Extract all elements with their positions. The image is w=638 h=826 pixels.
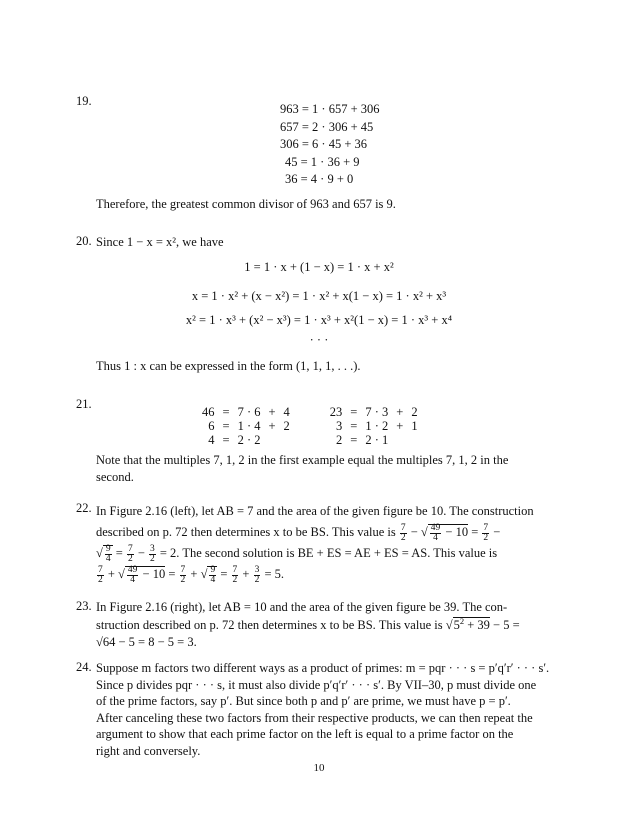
problem-20-conclusion: Thus 1 : x can be expressed in the form (1, 1, 1, . . .).: [96, 359, 361, 373]
text-segment: described on p. 72 then determines x to be BS. This value is: [96, 525, 396, 539]
problem-number-21: 21.: [76, 397, 92, 411]
euclid-equations: [276, 101, 426, 189]
table-cell: 3: [336, 419, 343, 433]
equation-line: x = 1 · x² + (x − x²) = 1 · x² + x(1 − x) = 1 · x² + x³: [191, 289, 447, 303]
equation-line: 45 = 1 · 36 + 9: [285, 154, 360, 169]
table-row: [198, 419, 422, 433]
table-cell: 1: [411, 419, 418, 433]
text-line: Since p divides pqr · · · s, it must also divide p′q′r′ · · · s′. By VII–30, p must divide one: [96, 677, 537, 692]
table-cell: 4: [283, 405, 290, 419]
table-cell: =: [350, 433, 358, 447]
text-segment: = 5.: [264, 567, 285, 581]
table-cell: [407, 433, 421, 447]
problem-19-conclusion: Therefore, the greatest common divisor of 963 and 657 is 9.: [96, 197, 396, 211]
table-row: [198, 405, 422, 419]
table-cell: 4: [208, 433, 215, 447]
fraction: $\frac{7}{2}$: [400, 522, 406, 543]
problem-number-19: 19.: [76, 94, 92, 108]
problem-number-20: 20.: [76, 234, 92, 248]
text-segment: = 2. The second solution is BE + ES = AE + ES = AS. This value is: [159, 546, 498, 560]
fraction: $\frac{7}{2}$: [127, 543, 133, 564]
table-cell: +: [268, 405, 276, 419]
fraction: $\frac{7}{2}$: [483, 522, 489, 543]
table-cell: 1 · 2: [365, 419, 389, 433]
table-cell: [392, 433, 407, 447]
text-line: In Figure 2.16 (right), let AB = 10 and the area of the given figure be 39. The con-: [96, 600, 508, 614]
radical: $\frac{9}{4}$: [207, 566, 217, 581]
text-line: second.: [96, 469, 134, 484]
table-cell: 2: [283, 419, 290, 433]
table-cell: +: [268, 419, 276, 433]
problem-number-23: 23.: [76, 599, 92, 613]
table-cell: [264, 433, 279, 447]
text-line: Suppose m factors two different ways as a product of primes: m = pqr · · · s = p′q′r′ · · · s′.: [96, 661, 550, 675]
ellipsis: · · ·: [309, 333, 329, 347]
table-cell: 2 · 1: [365, 433, 389, 447]
fraction: $\frac{3}{2}$: [150, 543, 155, 564]
problem-22-text: [96, 501, 564, 585]
radical: $\frac{9}{4}$: [103, 545, 113, 560]
table-cell: 2 · 2: [237, 433, 261, 447]
table-cell: 46: [202, 405, 215, 419]
text-line: √64 − 5 = 8 − 5 = 3.: [96, 635, 197, 649]
table-cell: 7 · 6: [237, 405, 261, 419]
text-line: of the prime factors, say p′. But since both p and p′ are prime, we must have p = p′.: [96, 694, 511, 709]
table-cell: [280, 433, 294, 447]
table-cell: =: [350, 419, 358, 433]
table-cell: =: [222, 405, 230, 419]
table-cell: 2: [336, 433, 343, 447]
text-line: described on p. 72 then determines x to be BS. This value is $\frac{7}{2}$ − √ $\frac{49}{4}$ − 10 = $\frac{7}{2}$ −: [96, 522, 501, 543]
problem-20-intro: Since 1 − x = x², we have: [96, 235, 224, 249]
equation-line: 306 = 6 · 45 + 36: [280, 137, 368, 151]
equation-line: x² = 1 · x³ + (x² − x³) = 1 · x³ + x²(1 − x) = 1 · x³ + x⁴: [185, 313, 453, 327]
problem-number-24: 24.: [76, 660, 92, 674]
equation-line: 657 = 2 · 306 + 45: [280, 119, 374, 134]
fraction: $\frac{3}{2}$: [254, 564, 260, 585]
text-segment: struction described on p. 72 then determines x to be BS. This value is: [96, 617, 443, 632]
text-line: argument to show that each prime factor on the left is equal to a prime factor on the: [96, 727, 514, 742]
page-number: 10: [313, 762, 325, 774]
text-line: $\frac{7}{2}$ + √ $\frac{49}{4}$ − 10 = $\frac{7}{2}$ + √ $\frac{9}{4}$ = $\frac{7}{2}$ + $\frac{3}{2}$ = 5.: [98, 564, 285, 585]
text-line: Note that the multiples 7, 1, 2 in the first example equal the multiples 7, 1, 2 in the: [96, 453, 509, 467]
text-line: After canceling these two factors from their respective products, we can then repeat the: [96, 710, 533, 725]
problem-number-22: 22.: [76, 501, 92, 515]
radical: $\frac{49}{4}$ − 10: [428, 524, 468, 539]
problem-24-text: [96, 660, 564, 760]
fraction: $\frac{7}{2}$: [232, 564, 238, 585]
equation-line: 1 = 1 · x + (1 − x) = 1 · x + x²: [244, 260, 394, 274]
table-cell: +: [396, 405, 404, 419]
table-cell: +: [396, 419, 404, 433]
text-segment: 64 − 5 = 8 − 5 = 3.: [102, 635, 197, 649]
table-cell: =: [222, 419, 230, 433]
table-cell: 6: [208, 419, 215, 433]
text-line: √ $\frac{9}{4}$ = $\frac{7}{2}$ − $\frac{3}{2}$ = 2. The second solution is BE + ES = AE + ES = AS. This value is: [96, 543, 498, 564]
text-line: right and conversely.: [96, 743, 201, 758]
table-cell: 1 · 4: [237, 419, 261, 433]
division-table: [198, 405, 422, 447]
radical: $\frac{49}{4}$ − 10: [125, 566, 165, 581]
equation-line: 36 = 4 · 9 + 0: [285, 172, 354, 186]
fraction: $\frac{7}{2}$: [180, 564, 186, 585]
fraction: $\frac{7}{2}$: [98, 564, 103, 585]
table-cell: =: [222, 433, 230, 447]
text-line: struction described on p. 72 then determines x to be BS. This value is $√5^2 + 39 - 5$ =: [96, 615, 520, 632]
table-row: [198, 433, 422, 447]
radical: $5^2 + 39$: [453, 615, 490, 632]
problem-23-text: [96, 599, 564, 652]
problem-21-note: [96, 452, 564, 485]
table-cell: 7 · 3: [365, 405, 389, 419]
table-cell: =: [350, 405, 358, 419]
table-cell: 23: [329, 405, 343, 419]
text-line: In Figure 2.16 (left), let AB = 7 and the area of the given figure be 10. The construction: [96, 504, 534, 518]
equation-line: 963 = 1 · 657 + 306: [280, 102, 380, 116]
table-cell: 2: [411, 405, 418, 419]
